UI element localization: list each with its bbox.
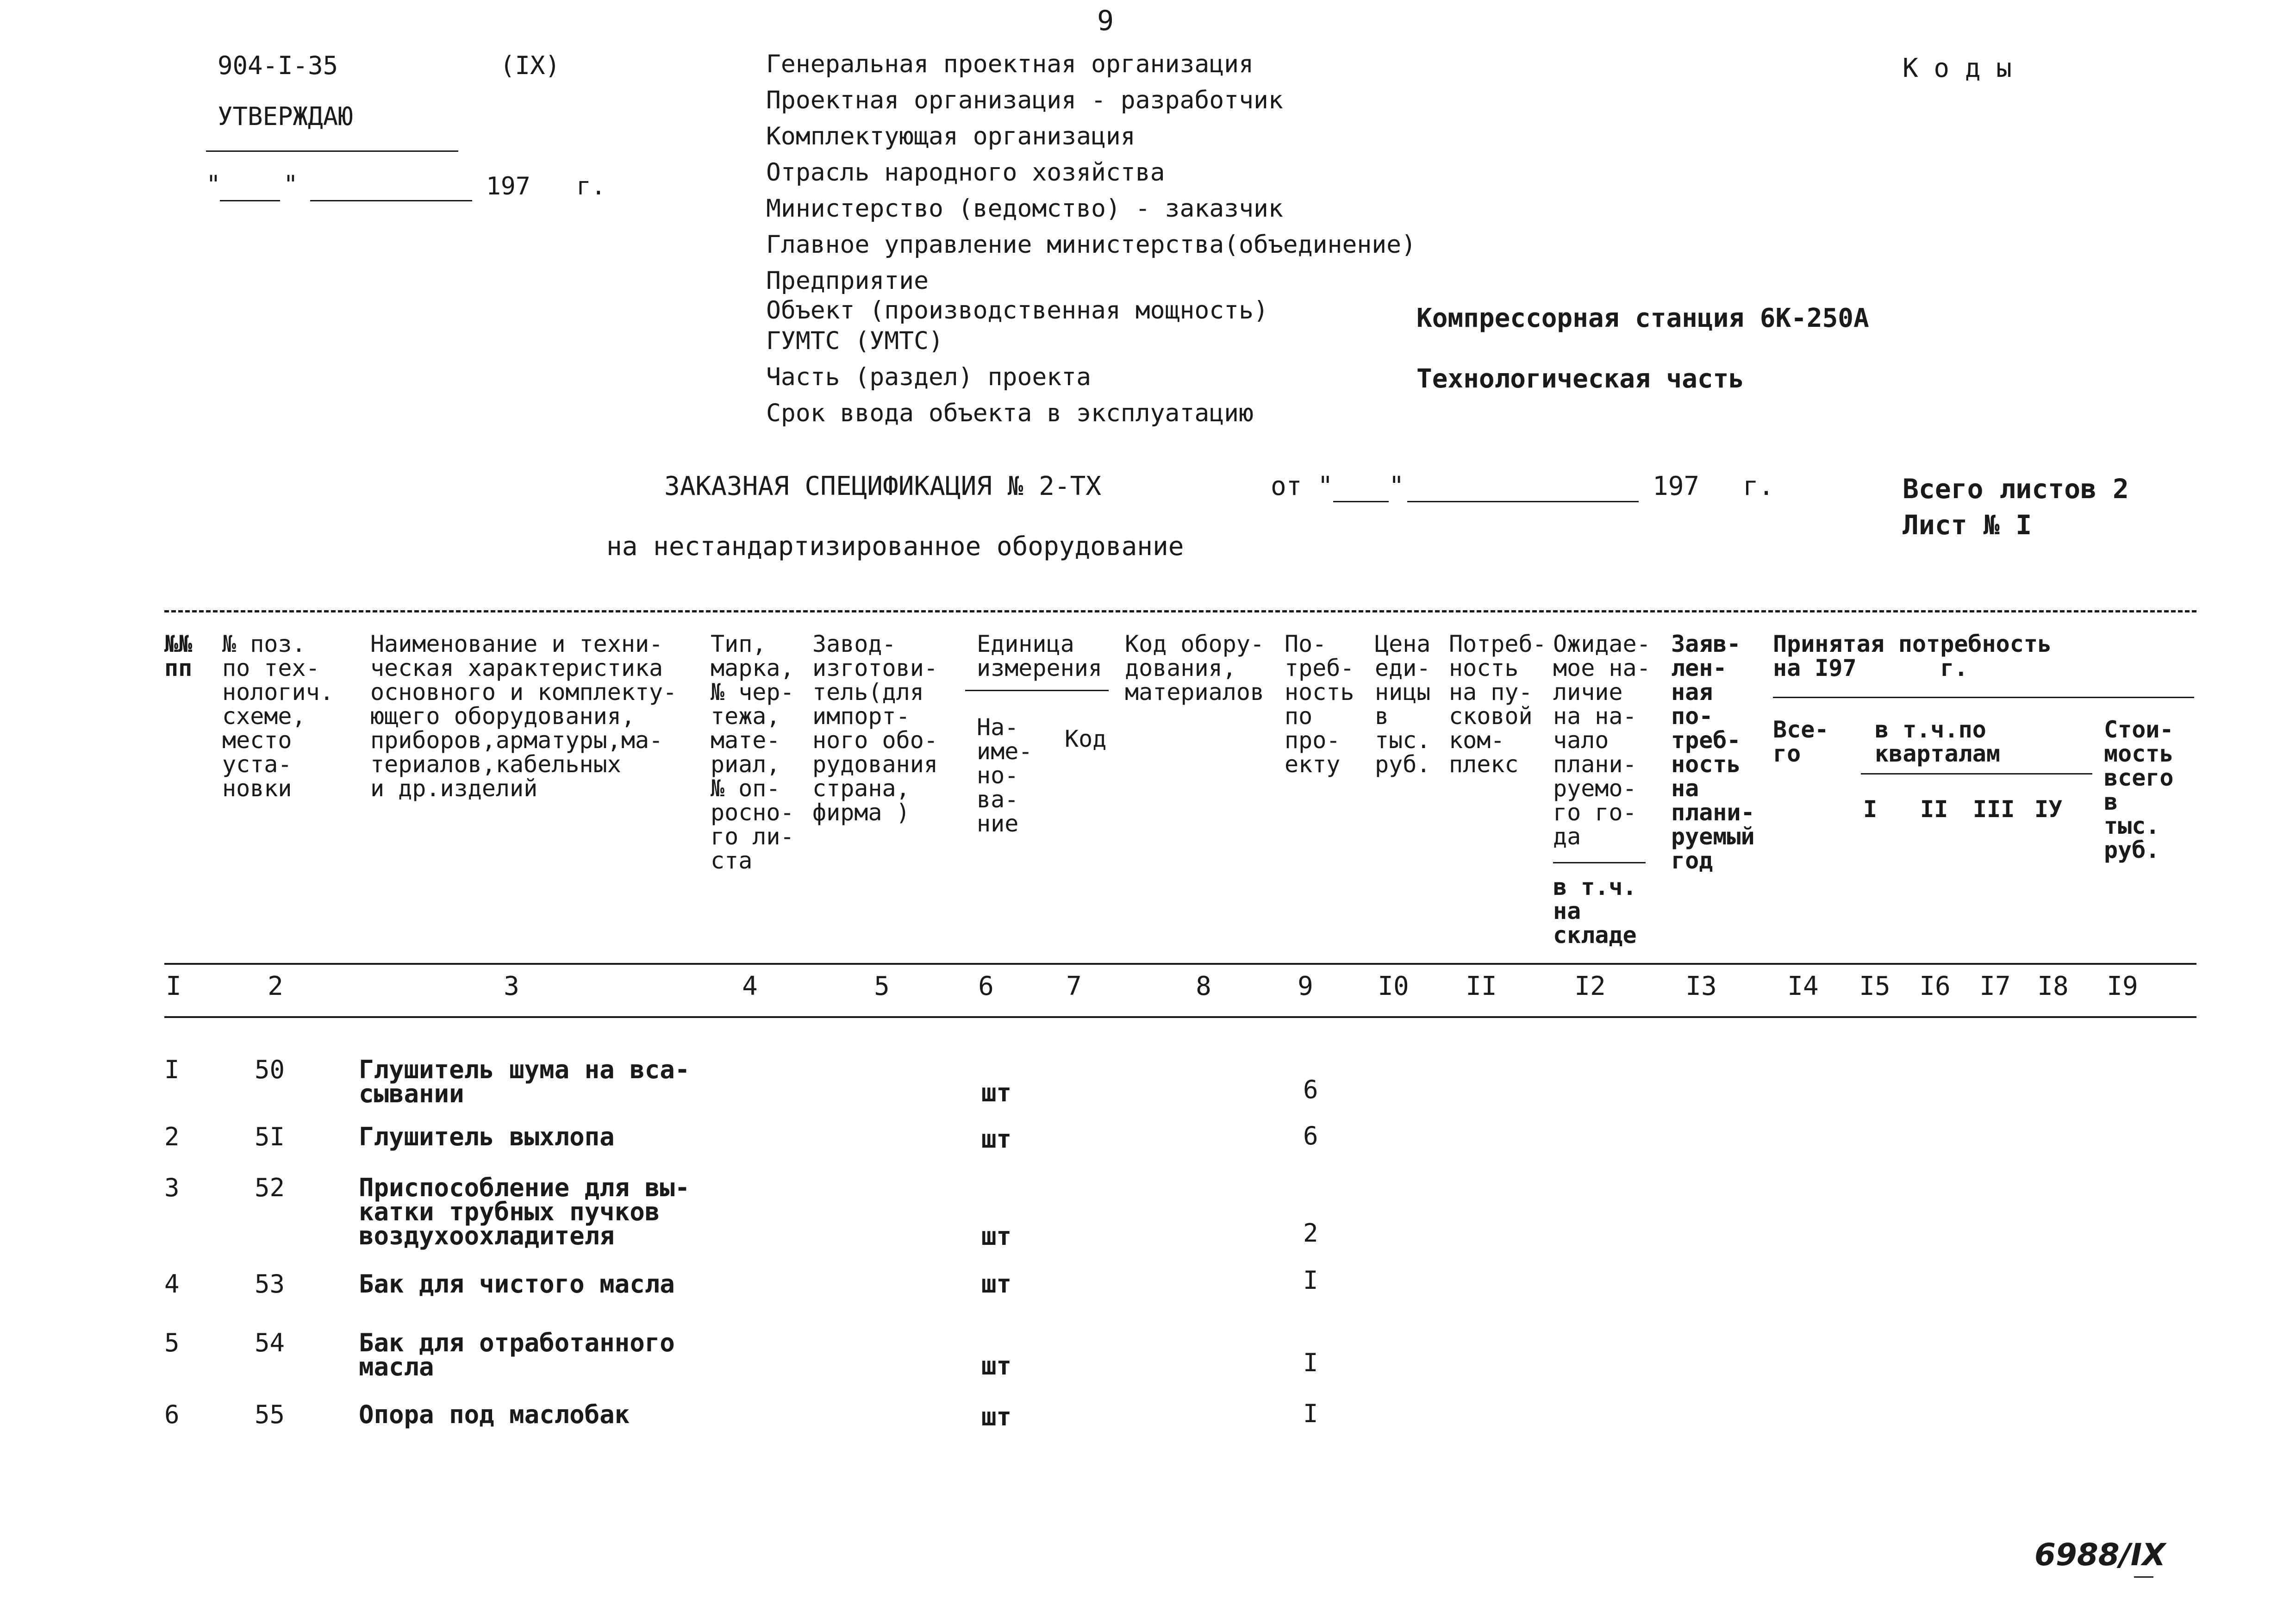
header-type: Тип, марка, № чер- тежа, мате- риал, № оп- росно- го ли- ста <box>711 631 794 874</box>
row-number: I <box>164 1055 180 1084</box>
approval-quote-close: " <box>283 170 298 199</box>
row-position: 52 <box>255 1173 285 1202</box>
org-line-industry: Отрасль народного хозяйства <box>766 158 1165 187</box>
issue-number: (IX) <box>500 51 561 80</box>
approval-year-suffix: г. <box>576 172 606 200</box>
header-accepted-need: Принятая потребность на I97 г. <box>1773 631 2052 681</box>
org-line-supplier: Комплектующая организация <box>766 122 1136 150</box>
column-number: 6 <box>978 971 994 1001</box>
row-number: 4 <box>164 1269 180 1299</box>
row-quantity: I <box>1303 1399 1318 1428</box>
column-number: I5 <box>1859 971 1890 1001</box>
header-quarter-2: II <box>1920 796 1948 823</box>
column-number: I7 <box>1979 971 2011 1001</box>
total-sheets: Всего листов 2 <box>1903 473 2129 505</box>
header-quarters-divider <box>1861 773 2092 775</box>
column-number: I4 <box>1787 971 1819 1001</box>
column-number: 9 <box>1298 971 1313 1001</box>
row-name: Бак для чистого масла <box>359 1269 675 1299</box>
project-part-value: Технологическая часть <box>1416 364 1745 394</box>
table-top-rule <box>164 610 2196 612</box>
row-number: 2 <box>164 1122 180 1151</box>
row-quantity: 2 <box>1303 1218 1318 1248</box>
header-unit-name: На- име- но- ва- ние <box>977 714 1033 837</box>
column-number: 2 <box>268 971 283 1001</box>
header-declared-need: Заяв- лен- ная по- треб- ность на плани- руемый год <box>1671 631 1755 874</box>
row-quantity: I <box>1303 1348 1318 1377</box>
spec-title: ЗАКАЗНАЯ СПЕЦИФИКАЦИЯ № 2-ТХ <box>664 471 1102 501</box>
document-code: 904-I-35 <box>218 51 338 80</box>
row-unit: шт <box>981 1222 1012 1251</box>
org-line-developer: Проектная организация - разработчик <box>766 86 1283 114</box>
approval-label: УТВЕРЖДАЮ <box>218 102 353 131</box>
row-position: 5I <box>255 1122 285 1151</box>
header-unit-price: Цена еди- ницы в тыс. руб. <box>1375 631 1431 778</box>
column-number: 8 <box>1196 971 1211 1001</box>
column-number: I3 <box>1685 971 1717 1001</box>
column-number: I <box>166 971 181 1001</box>
row-unit: шт <box>981 1124 1012 1154</box>
column-number: 4 <box>742 971 758 1001</box>
org-line-object: Объект (производственная мощность) <box>766 296 1268 325</box>
spec-month-line <box>1407 501 1639 502</box>
spec-year-suffix: г. <box>1743 471 1774 501</box>
row-name: Глушитель шума на вса- сывании <box>359 1055 690 1108</box>
row-unit: шт <box>981 1269 1012 1299</box>
column-number: I9 <box>2107 971 2138 1001</box>
column-number: 7 <box>1066 971 1082 1001</box>
header-quarter-1: I <box>1863 796 1878 823</box>
header-equipment-code: Код обору- дования, материалов <box>1125 631 1265 706</box>
approval-month-line <box>310 200 472 201</box>
row-number: 3 <box>164 1173 180 1202</box>
header-accepted-divider <box>1773 697 2194 698</box>
header-in-warehouse: в т.ч. на складе <box>1553 874 1637 949</box>
spec-quote-close: " <box>1389 471 1404 501</box>
column-number: 3 <box>504 971 519 1001</box>
column-numbers-top-rule <box>164 963 2196 965</box>
row-unit: шт <box>981 1078 1012 1107</box>
header-quarters: в т.ч.по кварталам <box>1875 716 2000 767</box>
approval-year: 197 <box>486 172 530 200</box>
approval-quote-open: " <box>206 170 221 199</box>
header-row-number: №№ пп <box>164 631 193 681</box>
sheet-number: Лист № I <box>1903 509 2032 541</box>
object-value: Компрессорная станция 6К-250А <box>1416 303 1869 333</box>
row-quantity: 6 <box>1303 1075 1318 1104</box>
row-name: Бак для отработанного масла <box>359 1328 675 1381</box>
column-number: I0 <box>1378 971 1409 1001</box>
row-position: 50 <box>255 1055 285 1084</box>
header-expected-stock: Ожидае- мое на- личие на на- чало плани- руемо- го го- да <box>1553 631 1651 850</box>
row-quantity: I <box>1303 1266 1318 1295</box>
row-unit: шт <box>981 1351 1012 1380</box>
org-line-enterprise: Предприятие <box>766 267 929 295</box>
row-position: 53 <box>255 1269 285 1299</box>
archive-mark: 6988/IX <box>2034 1537 2166 1573</box>
column-number: I2 <box>1574 971 1606 1001</box>
page-number: 9 <box>1097 5 1114 37</box>
header-name: Наименование и техни- ческая характеристика основного и комплекту- ющего оборудования, приборов,арматуры,ма- териалов,кабельных и др.изделий <box>370 631 677 802</box>
header-stock-divider <box>1553 862 1646 863</box>
org-line-general: Генеральная проектная организация <box>766 50 1254 78</box>
header-project-need: По- треб- ность по про- екту <box>1285 631 1354 778</box>
header-unit-divider <box>965 690 1109 691</box>
row-position: 54 <box>255 1328 285 1357</box>
org-line-gumts: ГУМТС (УМТС) <box>766 327 943 355</box>
row-name: Приспособление для вы- катки трубных пучков воздухоохладителя <box>359 1173 690 1250</box>
header-unit: Единица измерения <box>977 631 1102 681</box>
spec-year: 197 <box>1653 471 1700 501</box>
spec-from-label: от " <box>1271 471 1333 501</box>
row-unit: шт <box>981 1402 1012 1431</box>
header-total-cost: Стои- мость всего в тыс. руб. <box>2104 716 2174 863</box>
approval-day-line <box>220 200 280 201</box>
archive-mark-underline <box>2134 1576 2153 1578</box>
column-number: 5 <box>874 971 890 1001</box>
header-unit-code: Код <box>1065 725 1107 752</box>
column-numbers-bottom-rule <box>164 1016 2196 1018</box>
column-number: II <box>1466 971 1497 1001</box>
header-quarter-3: III <box>1973 796 2015 823</box>
row-name: Опора под маслобак <box>359 1400 630 1429</box>
column-number: I6 <box>1919 971 1951 1001</box>
row-position: 55 <box>255 1400 285 1429</box>
row-number: 5 <box>164 1328 180 1357</box>
org-line-commissioning: Срок ввода объекта в эксплуатацию <box>766 399 1254 427</box>
org-line-main-directorate: Главное управление министерства(объединение) <box>766 231 1416 259</box>
header-startup-need: Потреб- ность на пу- сковой ком- плекс <box>1449 631 1547 778</box>
approval-signature-line <box>206 150 458 152</box>
row-number: 6 <box>164 1400 180 1429</box>
row-name: Глушитель выхлопа <box>359 1122 615 1151</box>
header-quarter-4: IУ <box>2034 796 2063 823</box>
header-total: Все- го <box>1773 716 1829 767</box>
org-line-project-part: Часть (раздел) проекта <box>766 363 1091 391</box>
row-quantity: 6 <box>1303 1121 1318 1150</box>
org-line-ministry: Министерство (ведомство) - заказчик <box>766 194 1283 223</box>
header-position: № поз. по тех- нологич. схеме, место уста- новки <box>222 631 334 802</box>
header-manufacturer: Завод- изготови- тель(для импорт- ного обо- рудования страна, фирма ) <box>812 631 938 826</box>
spec-subtitle: на нестандартизированное оборудование <box>606 531 1184 562</box>
column-number: I8 <box>2037 971 2069 1001</box>
codes-label: К о д ы <box>1903 53 2012 83</box>
spec-day-line <box>1333 501 1389 502</box>
